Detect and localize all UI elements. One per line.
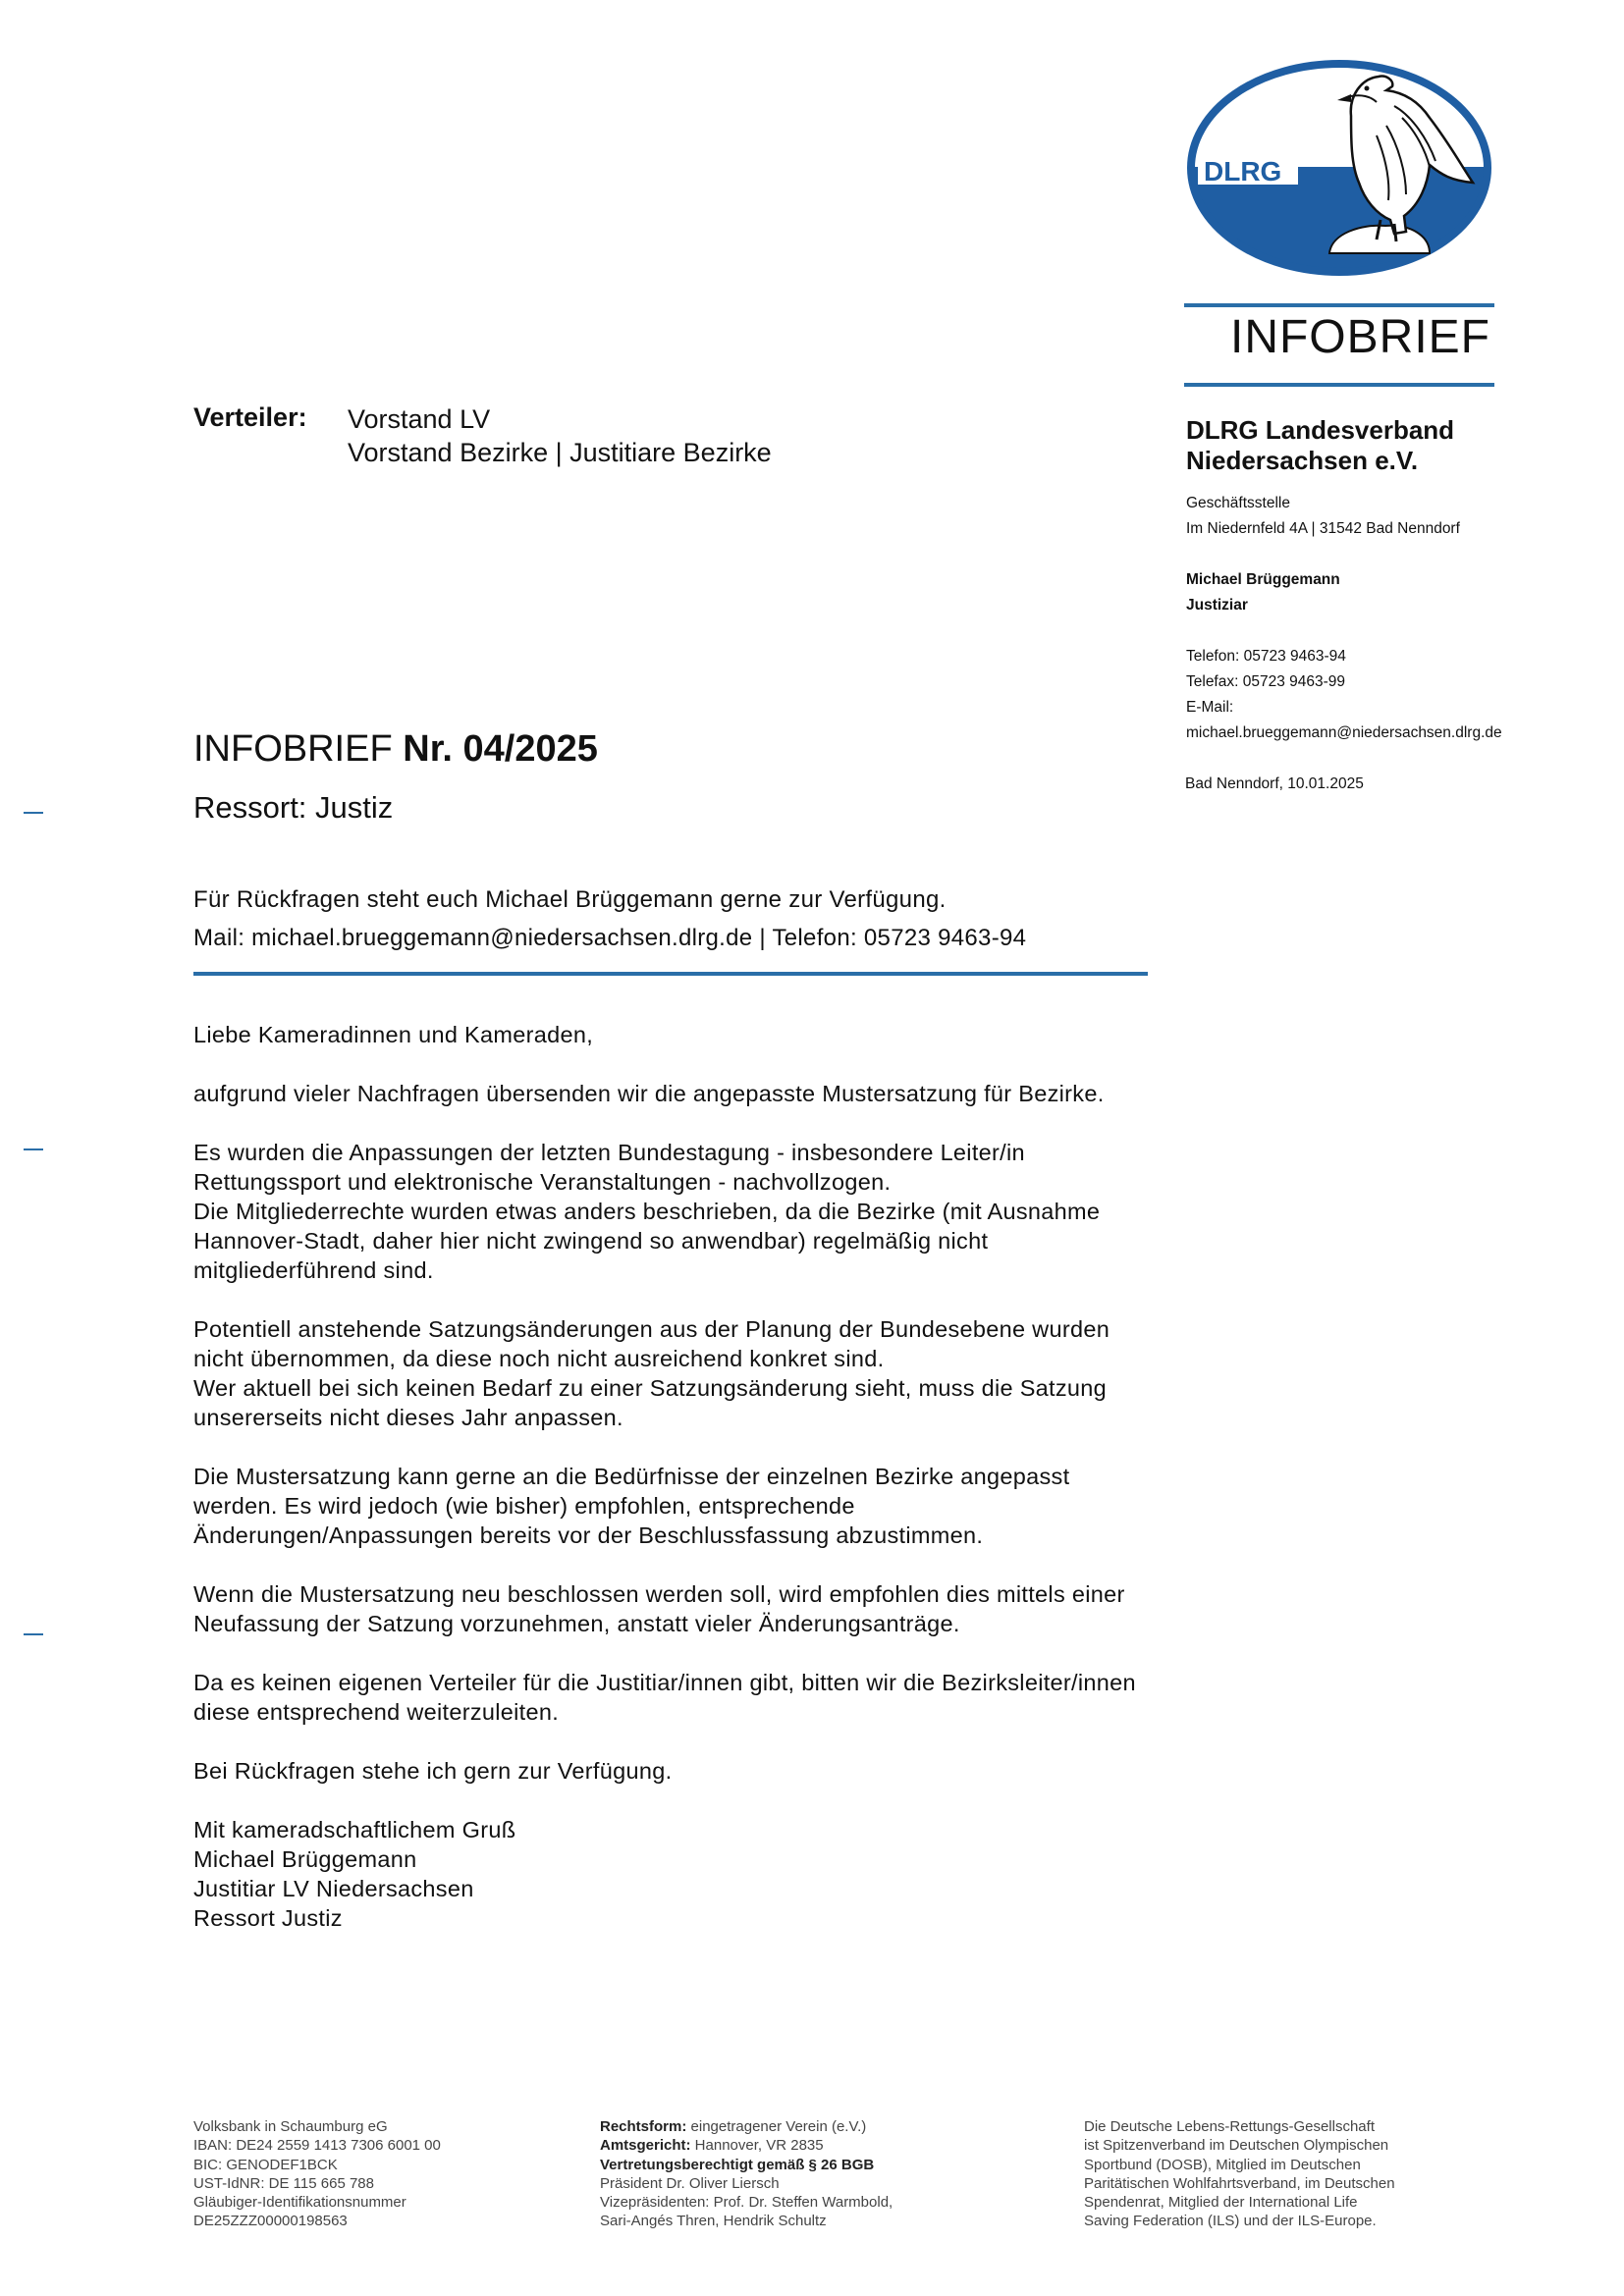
footer-line: Amtsgericht: Hannover, VR 2835 <box>600 2137 824 2155</box>
office-address <box>1186 491 1460 542</box>
dlrg-logo <box>1184 57 1494 279</box>
body-paragraph: Die Mustersatzung kann gerne an die Bedürfnisse der einzelnen Bezirke angepasst werden. Es wird jedoch (wie bisher) empfohlen, entsprechende Änderungen/Anpassungen bereits vor der Beschlussfassung abzustimmen. <box>193 1464 1070 1548</box>
logo-divider-top <box>1184 303 1494 307</box>
letter-date: Bad Nenndorf, 10.01.2025 <box>1185 775 1364 792</box>
document-title <box>193 728 598 771</box>
footer-line: UST-IdNR: DE 115 665 788 <box>193 2174 374 2192</box>
contact-details <box>1186 644 1502 746</box>
body-paragraph: Da es keinen eigenen Verteiler für die Justitiar/innen gibt, bitten wir die Bezirksleiter/innen diese entsprechend weiterzuleiten. <box>193 1670 1136 1725</box>
footer-line: Vertretungsberechtigt gemäß § 26 BGB <box>600 2156 875 2173</box>
closing-line: Mit kameradschaftlichem Gruß <box>193 1817 516 1842</box>
distribution-item: Vorstand LV <box>348 404 491 434</box>
footer-line: Gläubiger-Identifikationsnummer <box>193 2194 406 2212</box>
svg-text:DLRG: DLRG <box>1204 156 1282 187</box>
footer-about <box>1084 2117 1395 2231</box>
footer-line: DE25ZZZ00000198563 <box>193 2213 348 2230</box>
distribution-label: Verteiler: <box>193 402 307 432</box>
footer-line: Präsident Dr. Oliver Liersch <box>600 2174 780 2192</box>
greeting: Liebe Kameradinnen und Kameraden, <box>193 1022 594 1047</box>
signature-role: Justitiar LV Niedersachsen <box>193 1876 474 1901</box>
phone: Telefon: 05723 9463-94 <box>1186 648 1346 665</box>
footer-line: IBAN: DE24 2559 1413 7306 6001 00 <box>193 2137 441 2155</box>
footer-line: Die Deutsche Lebens-Rettungs-Gesellschaft <box>1084 2118 1375 2135</box>
fold-mark <box>24 1148 43 1150</box>
infobrief-label: INFOBRIEF <box>1229 311 1490 363</box>
footer-line: Spendenrat, Mitglied der International Life <box>1084 2194 1358 2212</box>
office-label: Geschäftsstelle <box>1186 495 1290 511</box>
footer-line: Sari-Angés Thren, Hendrik Schultz <box>600 2213 827 2230</box>
body-paragraph: Bei Rückfragen stehe ich gern zur Verfügung. <box>193 1758 673 1784</box>
footer-legal <box>600 2117 893 2231</box>
footer-line: Paritätischen Wohlfahrtsverband, im Deutschen <box>1084 2174 1395 2192</box>
footer-bank <box>193 2117 441 2231</box>
footer-line: Sportbund (DOSB), Mitglied im Deutschen <box>1084 2156 1361 2173</box>
signature-name: Michael Brüggemann <box>193 1846 417 1872</box>
letter-body <box>193 1020 1136 1933</box>
fold-mark <box>24 812 43 814</box>
notice-line: Für Rückfragen steht euch Michael Brüggemann gerne zur Verfügung. <box>193 886 947 913</box>
email-address[interactable]: michael.brueggemann@niedersachsen.dlrg.de <box>1186 724 1502 741</box>
footer-line: ist Spitzenverband im Deutschen Olympischen <box>1084 2137 1389 2155</box>
body-paragraph: aufgrund vieler Nachfragen übersenden wir die angepasste Mustersatzung für Bezirke. <box>193 1081 1105 1106</box>
logo-divider-bottom <box>1184 383 1494 387</box>
signature-ressort: Ressort Justiz <box>193 1905 343 1931</box>
body-paragraph: Wenn die Mustersatzung neu beschlossen werden soll, wird empfohlen dies mittels einer Neufassung der Satzung vorzunehmen, anstatt vieler Änderungsanträge. <box>193 1581 1125 1636</box>
title-prefix: INFOBRIEF <box>193 728 393 770</box>
punch-mark <box>24 1633 43 1635</box>
ressort: Ressort: Justiz <box>193 790 394 825</box>
org-name-line: Niedersachsen e.V. <box>1186 446 1419 475</box>
office-street: Im Niedernfeld 4A | 31542 Bad Nenndorf <box>1186 520 1460 537</box>
body-paragraph: Es wurden die Anpassungen der letzten Bundestagung - insbesondere Leiter/in Rettungssport und elektronische Veranstaltungen - nachvollzogen. Die Mitgliederrechte wurden etwas anders beschrieben, da die Bezirke (mit Ausnahme Hannover-Stadt, daher hier nicht zwingend so anwendbar) regelmäßig nicht mitgliederführend sind. <box>193 1140 1101 1283</box>
org-name-line: DLRG Landesverband <box>1186 415 1455 445</box>
distribution-item: Vorstand Bezirke | Justitiare Bezirke <box>348 438 772 467</box>
email-label: E-Mail: <box>1186 699 1234 716</box>
footer-line: Vizepräsidenten: Prof. Dr. Steffen Warmbold, <box>600 2194 893 2212</box>
person-name: Michael Brüggemann <box>1186 571 1340 588</box>
section-divider <box>193 972 1148 976</box>
body-paragraph: Potentiell anstehende Satzungsänderungen aus der Planung der Bundesebene wurden nicht übernommen, da diese noch nicht ausreichend konkret sind. Wer aktuell bei sich keinen Bedarf zu einer Satzungsänderung sieht, muss die Satzung unsererseits nicht dieses Jahr anpassen. <box>193 1316 1110 1430</box>
contact-notice <box>193 881 1026 957</box>
footer-line: BIC: GENODEF1BCK <box>193 2156 338 2173</box>
organization-name <box>1186 415 1454 476</box>
footer-line: Volksbank in Schaumburg eG <box>193 2118 388 2135</box>
footer-line: Rechtsform: eingetragener Verein (e.V.) <box>600 2118 867 2135</box>
notice-line: Mail: michael.brueggemann@niedersachsen.dlrg.de | Telefon: 05723 9463-94 <box>193 925 1027 951</box>
contact-person <box>1186 567 1340 618</box>
person-role: Justiziar <box>1186 597 1248 614</box>
title-number: Nr. 04/2025 <box>403 728 598 770</box>
fax: Telefax: 05723 9463-99 <box>1186 673 1346 690</box>
footer-line: Saving Federation (ILS) und der ILS-Europe. <box>1084 2213 1377 2230</box>
distribution-list <box>348 402 772 469</box>
